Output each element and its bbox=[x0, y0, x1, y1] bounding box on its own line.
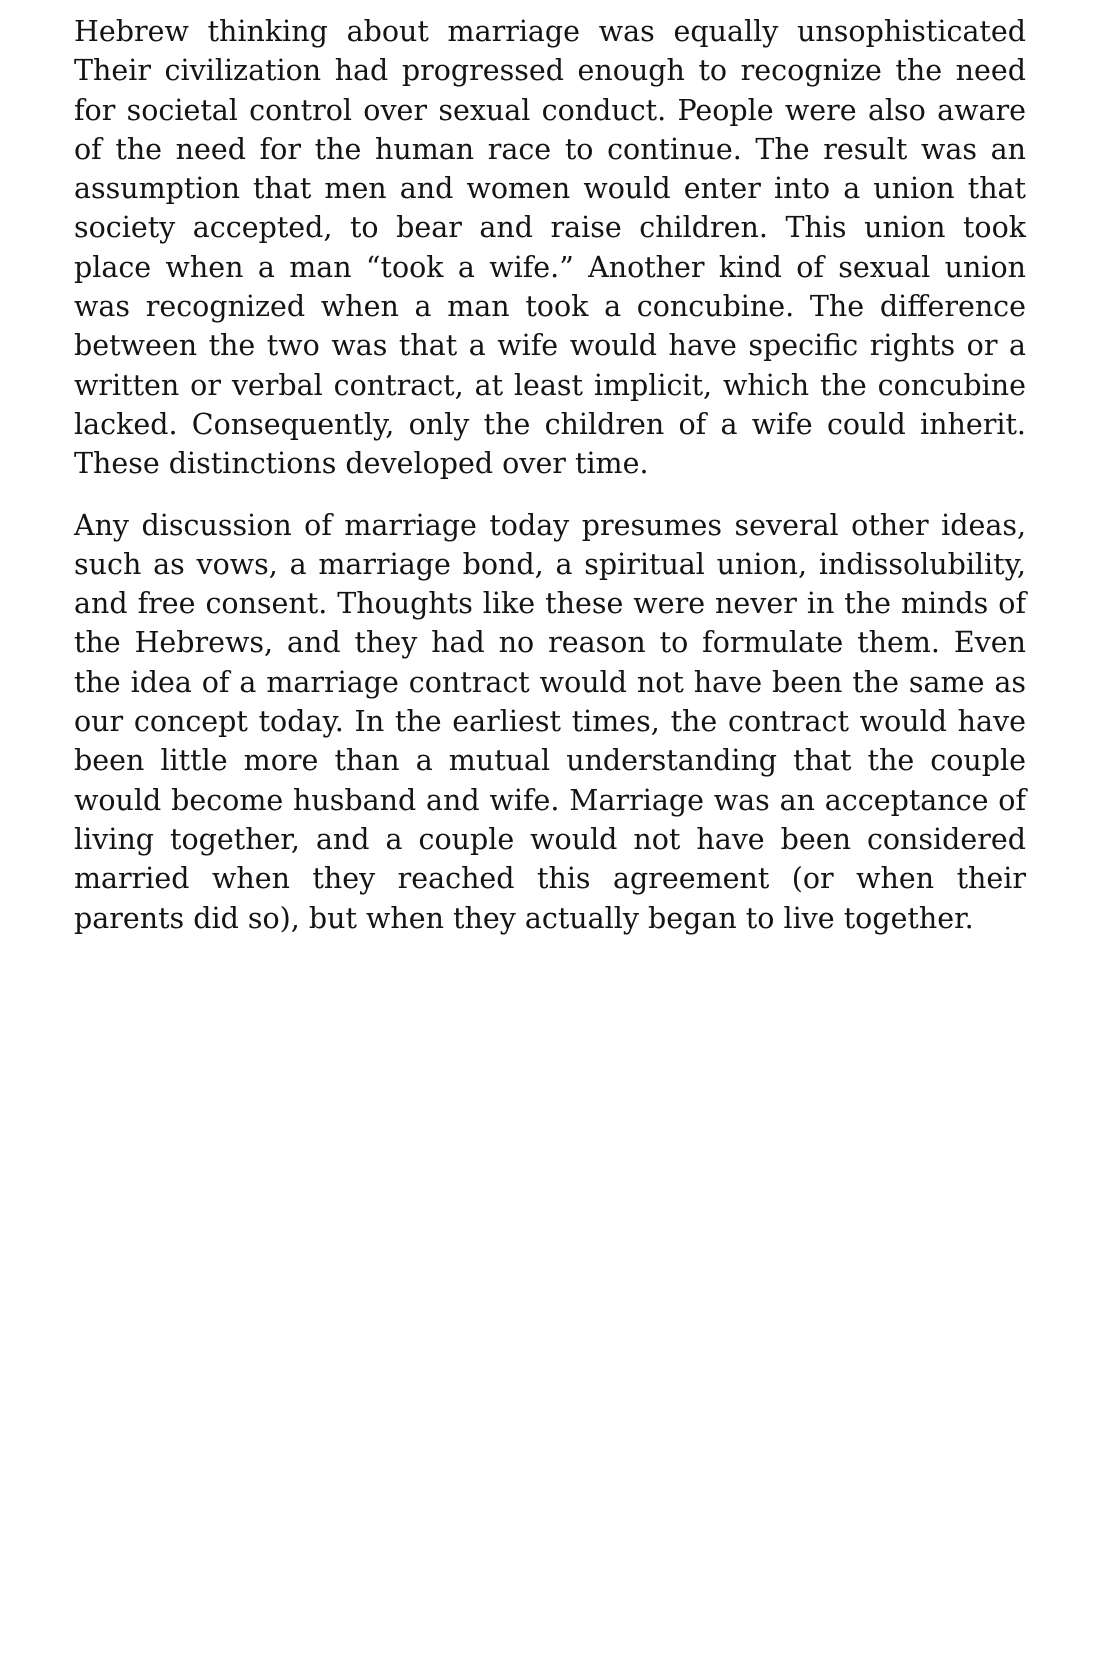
document-page bbox=[74, 12, 1026, 938]
body-paragraph-1: Hebrew thinking about marriage was equally unsophisticated Their civilization had progressed enough to recognize the need for societal control over sexual conduct. People were also aware of the need for the human race to continue. The result was an assumption that men and women would enter into a union that society accepted, to bear and raise children. This union took place when a man “took a wife.” Another kind of sexual union was recognized when a man took a concubine. The difference between the two was that a wife would have specific rights or a written or verbal contract, at least implicit, which the concubine lacked. Consequently, only the children of a wife could inherit. These distinctions developed over time. bbox=[74, 15, 1026, 481]
body-paragraph-2: Any discussion of marriage today presumes several other ideas, such as vows, a marriage bond, a spiritual union, indissolubility, and free consent. Thoughts like these were never in the minds of the Hebrews, and they had no reason to formulate them. Even the idea of a marriage contract would not have been the same as our concept today. In the earliest times, the contract would have been little more than a mutual understanding that the couple would become husband and wife. Marriage was an acceptance of living together, and a couple would not have been considered married when they reached this agreement (or when their parents did so), but when they actually began to live together. bbox=[74, 508, 1026, 935]
